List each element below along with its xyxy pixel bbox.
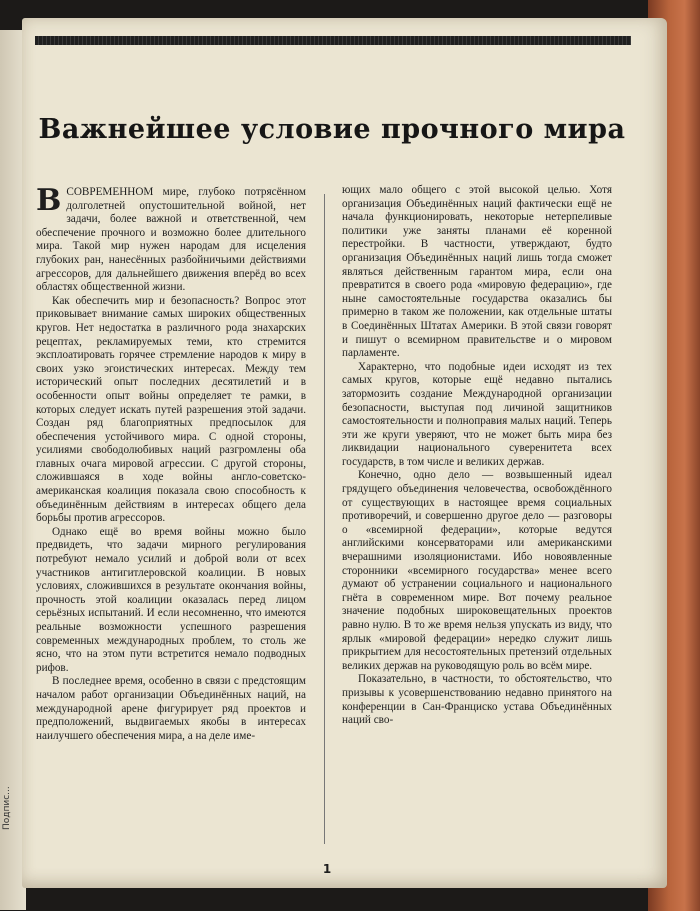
paragraph: Конечно, одно дело — возвышенный идеал грядущего объединения человечества, освобождённого от существующих в настоящее время социальных противоречий, и совершенно другое дело — разговоры о «всемирной федерации», которые ведутся английскими консерваторами или американскими вчерашними изоляционистами. Ибо новоявленные сторонники «всемирного государства» менее всего думают об устранении социального и национального гнёта в современном мире. Вот почему реальное значение подобных широковещательных проектов равно нулю. В то же время нельзя упускать из виду, что ярлык «мировой федерации» нередко служит лишь прикрытием для несостоятельных претензий отдельных великих держав на руководящую роль во всём мире.: [342, 469, 612, 672]
paragraph: Как обеспечить мир и безопасность? Вопрос этот приковывает внимание самых широких общественных кругов. Нет недостатка в различного рода знахарских рецептах, рекламируемых теми, кто стремится эксплоатировать горячее стремление народов к миру в своих узко эгоистических интересах. Между тем исторический опыт последних десятилетий и в особенности опыт войны определяет те рамки, в которых следует искать путей разрешения этой задачи. Создан ряд благоприятных предпосылок для обеспечения устойчивого мира. С одной стороны, усилиями свободолюбивых наций разгромлены оба главных очага мировой агрессии. С другой стороны, сложившаяся в ходе войны англо-советско-американская коалиция показала свою способность к объединённым действиям в интересах общего дела борьбы против агрессоров.: [36, 294, 306, 525]
first-paragraph-text: мире, глубоко потрясённом долголетней опустошительной войной, нет задачи, более важной и ответственной, чем обеспечение прочного и возможно более длительного мира. Такой мир нужен народам для исцеления глубоких ран, нанесённых разбойничьими действиями агрессоров, для дальнейшего движения вперёд во всех областях общественной жизни.: [36, 186, 306, 294]
left-column: [36, 186, 306, 858]
column-divider: [324, 194, 325, 844]
first-paragraph: [36, 186, 306, 295]
paragraph: Характерно, что подобные идеи исходят из тех самых кругов, которые ещё недавно пытались затормозить создание Международной организации безопасности, выступая под личиной защитников самостоятельности и полноправия малых наций. Теперь эти же круги уверяют, что не может быть мира без ликвидации национального суверенитета всех государств, в том числе и великих держав.: [342, 360, 612, 468]
paragraph: Показательно, в частности, то обстоятельство, что призывы к усовершенствованию недавно принятого на конференции в Сан-Франциско устава Объединённых наций сво-: [342, 673, 612, 727]
paragraph: ющих мало общего с этой высокой целью. Хотя организация Объединённых наций фактически ещё не начала функционировать, некоторые нетерпеливые политики уже заняты планами её коренной перестройки. В частности, утверждают, будто организация Объединённых наций лишь тогда сможет являться действенным гарантом мира, если она превратится в своего рода «мировую федерацию», где ныне самостоятельные государства оказались бы примерно в таком же положении, как отдельные штаты в Соединённых Штатах Америки. В этой связи говорят и пишут о всемирном правительстве и о мировом парламенте.: [342, 184, 612, 360]
article-title: Важнейшее условие прочного мира: [38, 114, 626, 145]
right-column: [342, 184, 612, 858]
paragraph: Однако ещё во время войны можно было предвидеть, что задачи мирного регулирования потребуют немало усилий и доброй воли от всех участников антигитлеровской коалиции. В новых условиях, сложившихся в результате окончания войны, прочность этой коалиции оказалась перед лицом серьёзных испытаний. И если несомненно, что имеются реальные возможности успешного разрешения современных международных проблем, то столь же ясно, что на этом пути встретится немало подводных рифов.: [36, 525, 306, 674]
first-word: СОВРЕМЕННОМ: [66, 186, 154, 198]
paragraph: В последнее время, особенно в связи с предстоящим началом работ организации Объединённых наций, на международной арене фигурирует ряд проектов и предположений, выдвигаемых якобы в интересах наилучшего обеспечения мира, а на деле име-: [36, 675, 306, 742]
magazine-page: [22, 18, 667, 888]
page-number: 1: [322, 862, 332, 876]
margin-tag: Подпис...: [2, 786, 12, 830]
drop-cap: В: [36, 186, 62, 218]
header-rule: [35, 36, 631, 45]
